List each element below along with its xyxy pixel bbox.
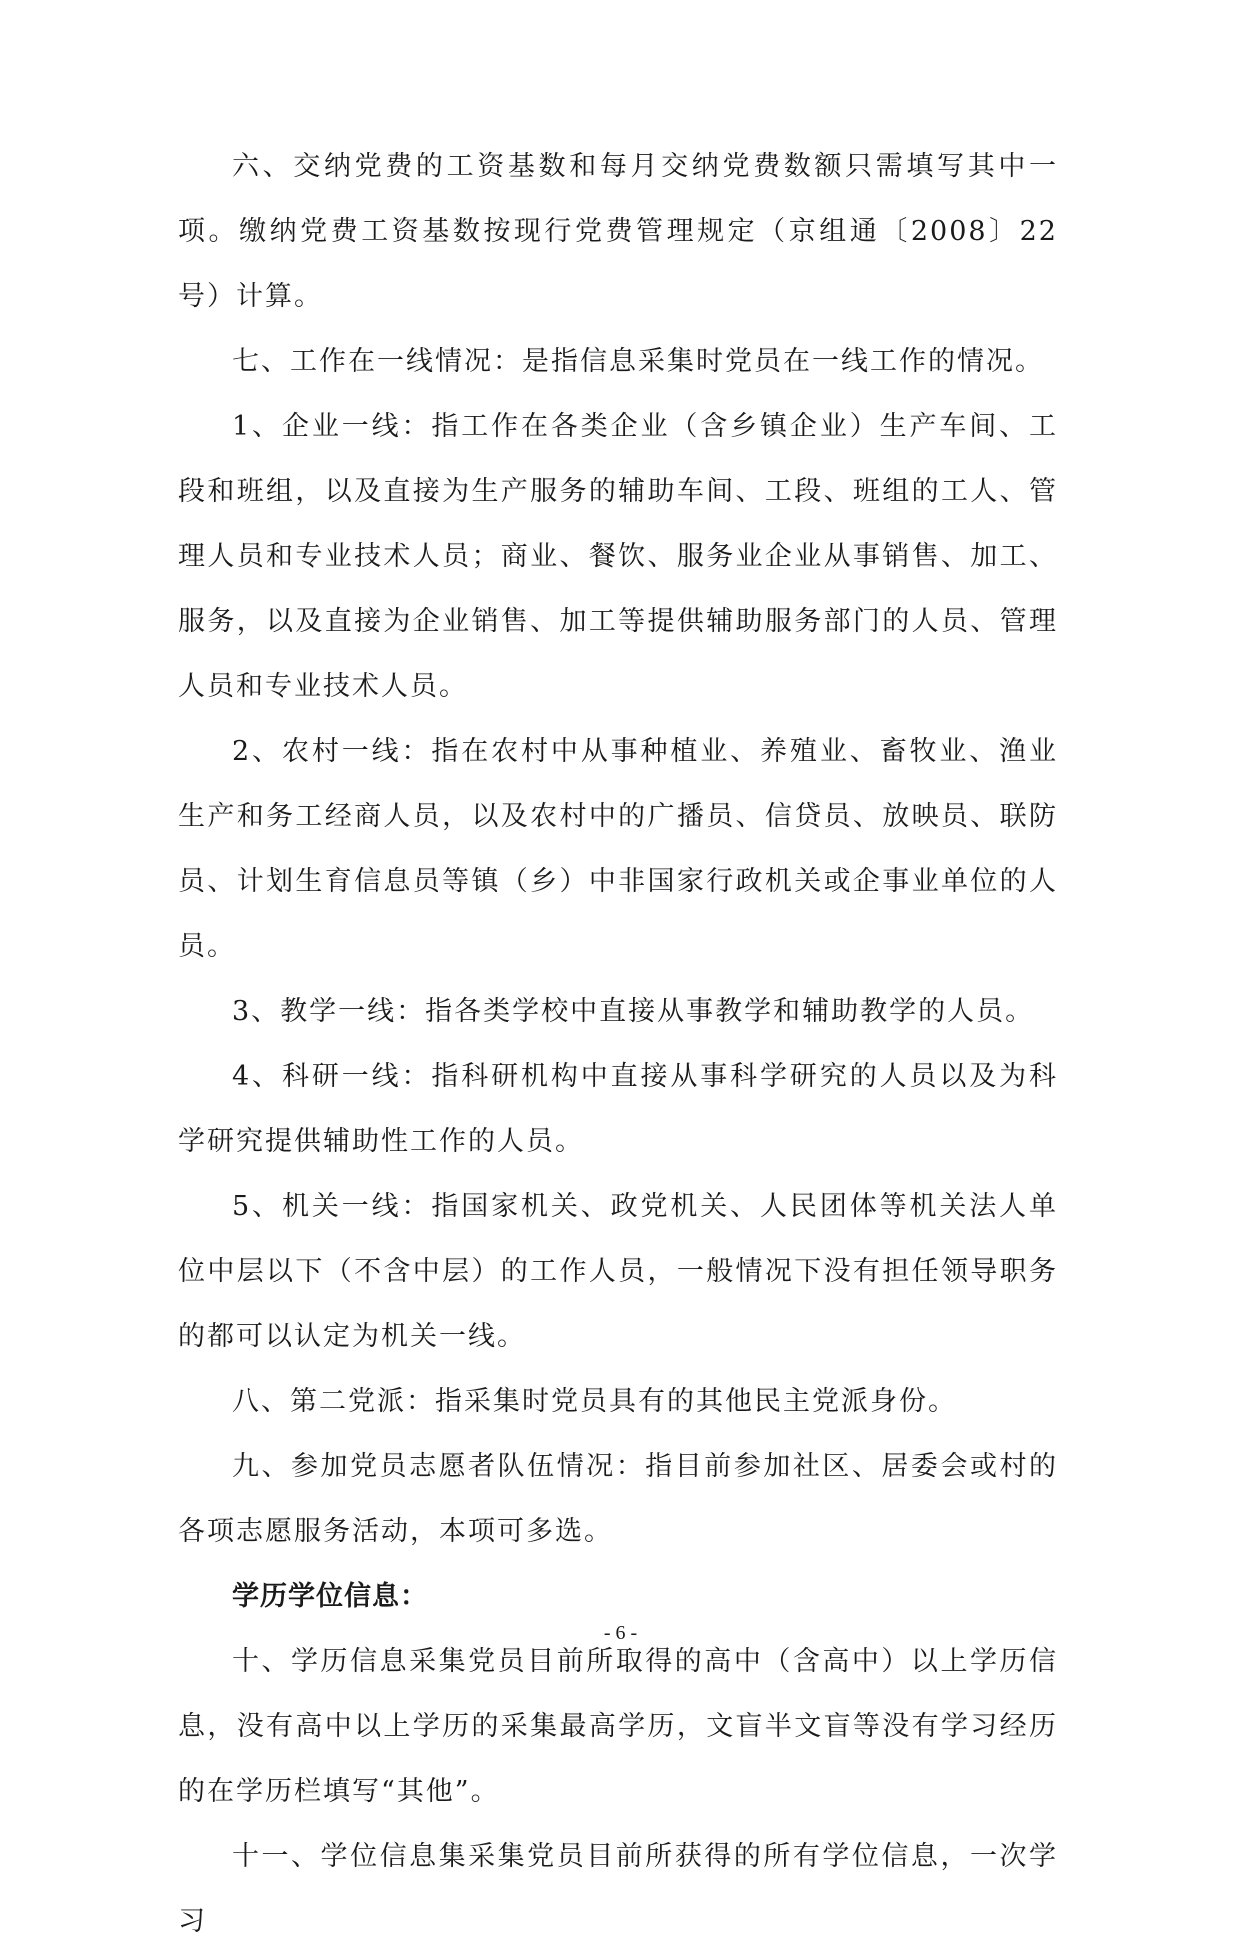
paragraph-7-2: 2、农村一线：指在农村中从事种植业、养殖业、畜牧业、渔业生产和务工经商人员，以及农村中的广播员、信贷员、放映员、联防员、计划生育信息员等镇（乡）中非国家行政机关或企事业单位的人员。 <box>178 736 1058 962</box>
paragraph-11: 十一、学位信息集采集党员目前所获得的所有学位信息，一次学习 <box>178 1841 1058 1937</box>
paragraph-7-3: 3、教学一线：指各类学校中直接从事教学和辅助教学的人员。 <box>232 996 1035 1027</box>
paragraph-7-4: 4、科研一线：指科研机构中直接从事科学研究的人员以及为科学研究提供辅助性工作的人员。 <box>178 1061 1058 1157</box>
paragraph-7-5: 5、机关一线：指国家机关、政党机关、人民团体等机关法人单位中层以下（不含中层）的工作人员，一般情况下没有担任领导职务的都可以认定为机关一线。 <box>178 1191 1058 1352</box>
section-heading: 学历学位信息： <box>232 1581 428 1612</box>
page-number: - 6 - <box>603 1622 638 1644</box>
paragraph-7: 七、工作在一线情况：是指信息采集时党员在一线工作的情况。 <box>232 346 1044 377</box>
paragraph-8: 八、第二党派：指采集时党员具有的其他民主党派身份。 <box>232 1386 957 1417</box>
paragraph-9: 九、参加党员志愿者队伍情况：指目前参加社区、居委会或村的各项志愿服务活动，本项可多选。 <box>178 1451 1058 1547</box>
paragraph-6: 六、交纳党费的工资基数和每月交纳党费数额只需填写其中一项。缴纳党费工资基数按现行党费管理规定（京组通〔2008〕22号）计算。 <box>178 151 1058 312</box>
paragraph-10: 十、学历信息采集党员目前所取得的高中（含高中）以上学历信息，没有高中以上学历的采集最高学历，文盲半文盲等没有学习经历的在学历栏填写“其他”。 <box>178 1646 1058 1807</box>
document-body <box>178 134 1058 1954</box>
paragraph-7-1: 1、企业一线：指工作在各类企业（含乡镇企业）生产车间、工段和班组，以及直接为生产服务的辅助车间、工段、班组的工人、管理人员和专业技术人员；商业、餐饮、服务业企业从事销售、加工、服务，以及直接为企业销售、加工等提供辅助服务部门的人员、管理人员和专业技术人员。 <box>178 411 1058 702</box>
